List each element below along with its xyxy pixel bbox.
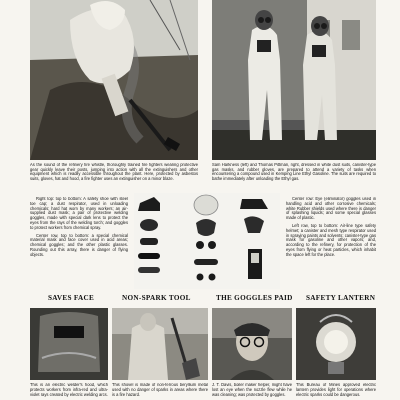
dust-suits-photo (212, 0, 376, 160)
goggles-paid-caption: J. T. Davis, boiler maker helper, might have lost an eye when the nozzle flew while he was cleaning; was protected by goggles. (212, 383, 292, 397)
saves-face-caption: This is an electric welder's hood, which protects workers from infra-red and ultra-violet rays created by electric welding arcs. (30, 383, 108, 397)
respirator-icon (140, 219, 158, 231)
heading-safety-lantern: SAFETY LANTERN (306, 294, 376, 302)
safety-lantern-caption: This Bureau of Mines approved electric lantern provides light for operations where electric sparks could be dangerous. (296, 383, 376, 397)
right-paragraph: Center row: Eye (eliminator) goggles used in handling acid and other corrosive chemicals; white Rubber shields used where there is danger of splashing liquids; and some special glasses made of plastic. (286, 197, 376, 221)
fire-fighter-caption: As the sound of the refinery fire whistle, thoroughly trained fire fighters wearing protective gear quickly leave their posts, jumping into action with all the extinguishers and other equipment which is readily accessible throughout the plant. Here, protected by asbestos suits, gloves, hat and hood, a fire fighter uses an extinguisher on a minor blaze. (30, 163, 198, 182)
welding-goggles-icon (138, 253, 160, 259)
chemical-goggles-icon (138, 267, 160, 273)
non-spark-shovel-photo (112, 308, 208, 380)
left-text-column (30, 197, 128, 289)
heading-goggles-paid: THE GOGGLES PAID (216, 294, 293, 302)
welders-hood-photo (30, 308, 108, 380)
fire-fighter-photo (30, 0, 198, 160)
right-paragraph: Left row, top to bottom: Air-line type safety helmet; a canister and mesh type respirator used in spraying paints and solvents; canister-type gas mask for gasoline and other vapors; and, according to the refinery, for protection of the eyes from flying or heat particles, which inhabit the space left for the place. (286, 222, 376, 257)
safety-equipment-photo (134, 193, 280, 289)
hard-hat-icon (194, 195, 218, 215)
dust-suits-caption: Sam Harkness (left) and Thomas Pittman, right, dressed in white dust suits, canister-type gas masks, and rubber gloves, are prepared to attend a variety of tasks when encountering a compound used in Kemping Line Ethyl Gasoline. The suits are required to bathe immediately after unloading the Ethyl gas. (212, 163, 376, 182)
left-paragraph: Right top: top to bottom: A safety shoe with steel toe cap; a dust respirator, used in unloading chemicals; hard hat worn by many workers; an air-supplied dust mask; a pair of protective welding goggles, made with special dark lens to protect the eyes from the rays of the welding torch; and goggles to protect workers from chemical spray. (30, 197, 128, 230)
left-paragraph: Center row, top to bottom: a special chemical material mask and face cover used in acid areas; chemical goggles; and the other plastic glasses. Rounding out this array, there is danger of flying objects. (30, 232, 128, 257)
right-text-column (286, 197, 376, 289)
face-mask-icon (196, 219, 216, 236)
heading-non-spark-tool: NON-SPARK TOOL (122, 294, 191, 302)
heading-saves-face: SAVES FACE (48, 294, 95, 302)
safety-lantern-photo (296, 308, 376, 380)
goggles-davis-photo (212, 308, 292, 380)
non-spark-tool-caption: This shovel is made of non-ferrous beryllium metal used with no danger of sparks in areas where there is a fire hazard. (112, 383, 208, 397)
dust-mask-icon (140, 238, 158, 245)
